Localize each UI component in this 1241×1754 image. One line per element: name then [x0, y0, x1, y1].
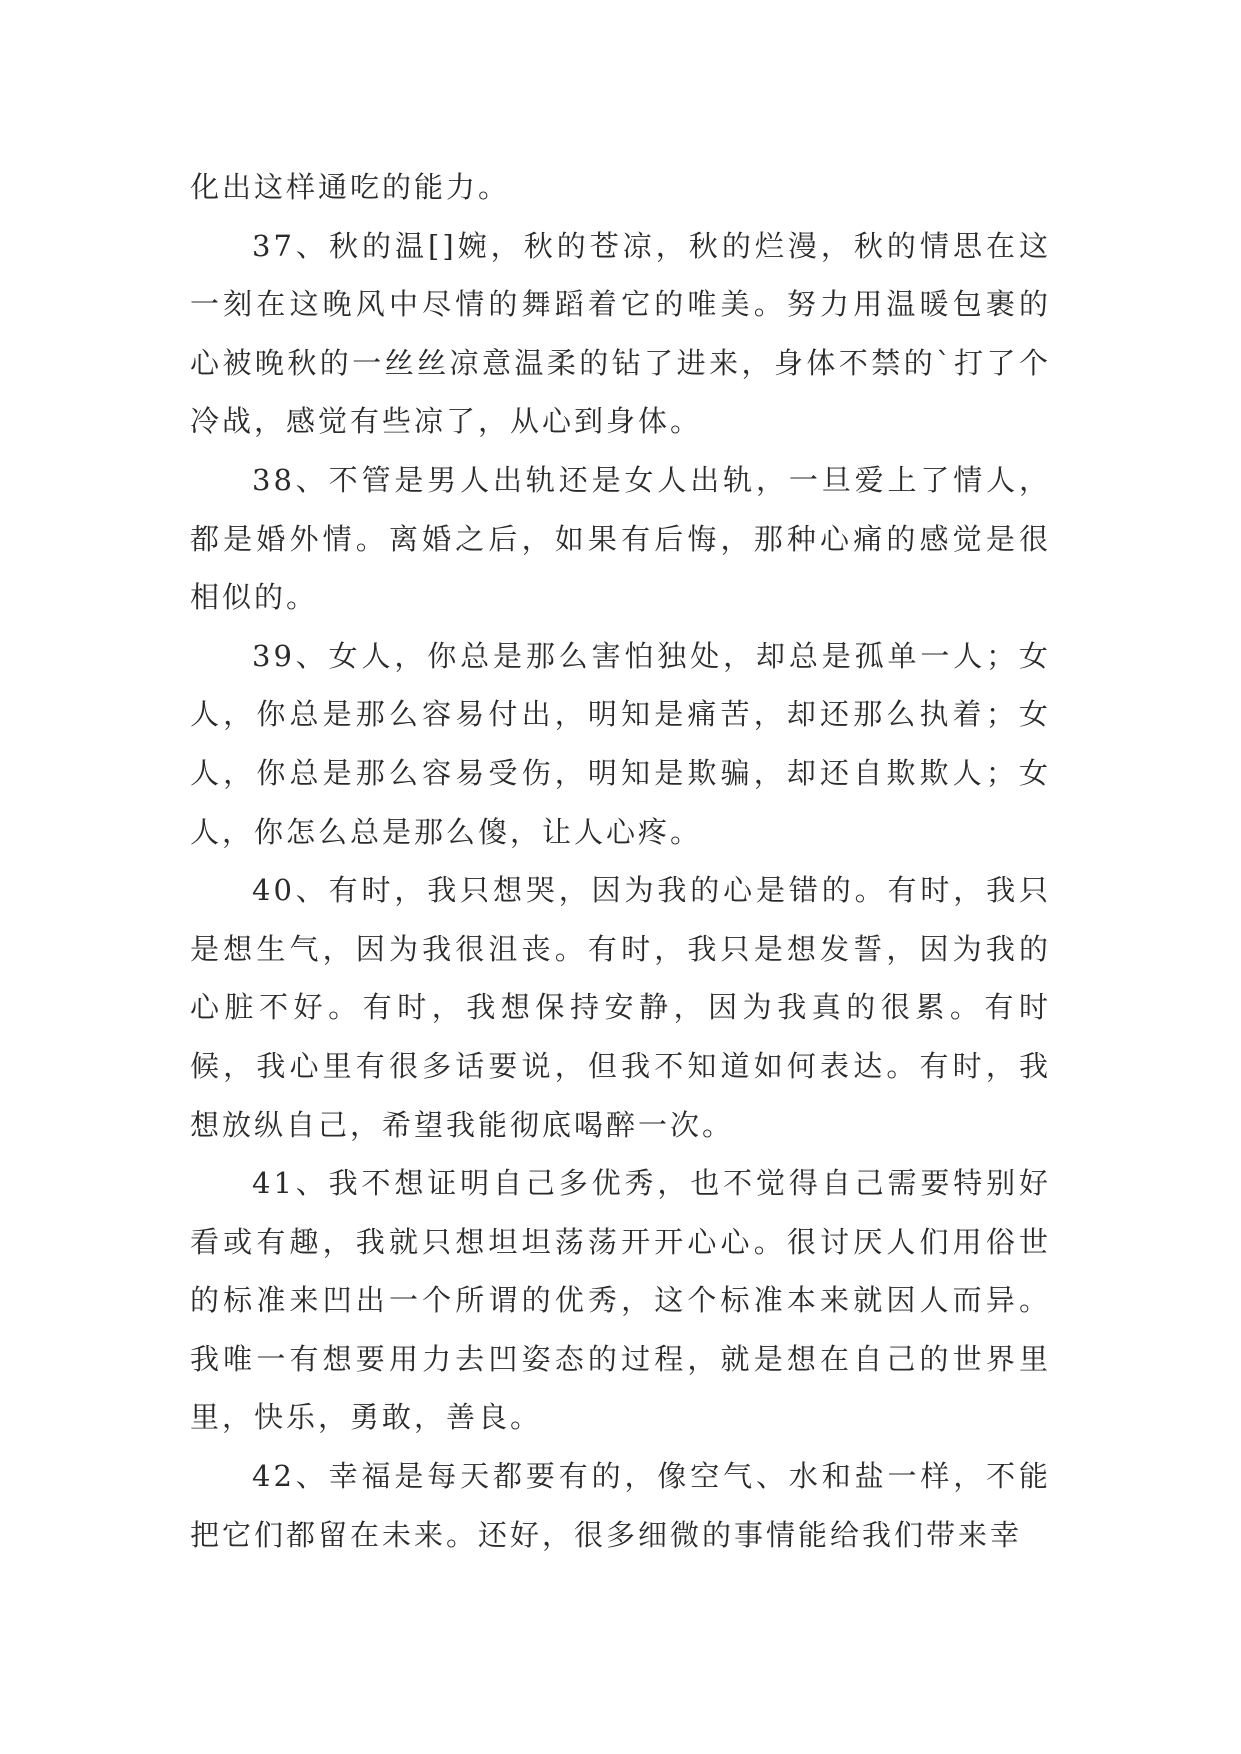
paragraph-38: 38、不管是男人出轨还是女人出轨，一旦爱上了情人，都是婚外情。离婚之后，如果有后悔，那种心痛的感觉是很相似的。: [190, 462, 1051, 615]
paragraph-continuation: 化出这样通吃的能力。: [190, 170, 511, 204]
document-body: [190, 158, 1051, 1564]
paragraph-40: 40、有时，我只想哭，因为我的心是错的。有时，我只是想生气，因为我很沮丧。有时，我只是想发誓，因为我的心脏不好。有时，我想保持安静，因为我真的很累。有时候，我心里有很多话要说，但我不知道如何表达。有时，我想放纵自己，希望我能彻底喝醉一次。: [190, 873, 1051, 1142]
paragraph-42: 42、幸福是每天都要有的，像空气、水和盐一样，不能把它们都留在未来。还好，很多细微的事情能给我们带来幸: [190, 1459, 1051, 1552]
paragraph-41: 41、我不想证明自己多优秀，也不觉得自己需要特别好看或有趣，我就只想坦坦荡荡开开心心。很讨厌人们用俗世的标准来凹出一个所谓的优秀，这个标准本来就因人而异。我唯一有想要用力去凹姿态的过程，就是想在自己的世界里里，快乐，勇敢，善良。: [190, 1166, 1051, 1435]
paragraph-37: 37、秋的温[]婉，秋的苍凉，秋的烂漫，秋的情思在这一刻在这晚风中尽情的舞蹈着它的唯美。努力用温暖包裹的心被晚秋的一丝丝凉意温柔的钻了进来，身体不禁的`打了个冷战，感觉有些凉了，从心到身体。: [190, 228, 1051, 439]
paragraph-39: 39、女人，你总是那么害怕独处，却总是孤单一人；女人，你总是那么容易付出，明知是痛苦，却还那么执着；女人，你总是那么容易受伤，明知是欺骗，却还自欺欺人；女人，你怎么总是那么傻，让人心疼。: [190, 638, 1051, 849]
